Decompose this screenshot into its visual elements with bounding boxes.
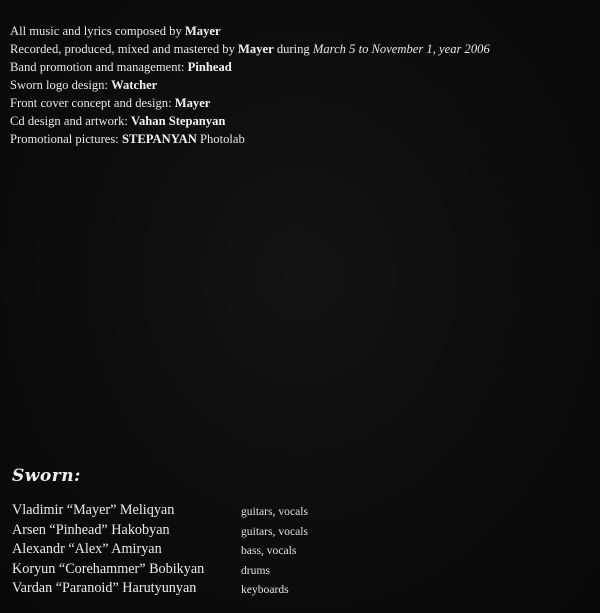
member-row <box>12 560 412 580</box>
credit-line <box>10 40 490 58</box>
credit-date: March 5 to November 1, year 2006 <box>312 42 490 56</box>
credit-name: Mayer <box>174 96 211 110</box>
band-member-list <box>12 501 412 599</box>
member-row <box>12 501 412 521</box>
credit-name: Vahan Stepanyan <box>131 114 226 128</box>
credit-text: Recorded, produced, mixed and mastered by <box>10 42 239 56</box>
credit-name: Mayer <box>238 42 274 56</box>
member-name: Vladimir “Mayer” Meliqyan <box>12 502 175 518</box>
credit-text: Photolab <box>196 132 245 146</box>
member-row <box>12 540 412 560</box>
member-name: Vardan “Paranoid” Harutyunyan <box>12 580 197 596</box>
member-role: drums <box>241 563 270 577</box>
credit-line <box>10 58 490 76</box>
credit-line <box>10 94 490 112</box>
credit-text: Front cover concept and design: <box>10 96 175 110</box>
member-name: Arsen “Pinhead” Hakobyan <box>12 521 170 538</box>
credit-name: STEPANYAN <box>121 132 197 146</box>
credit-text: Sworn logo design: <box>10 78 112 92</box>
member-row <box>12 521 412 541</box>
member-name: Alexandr “Alex” Amiryan <box>12 541 162 557</box>
band-name-heading: Sworn: <box>12 466 81 486</box>
credit-line <box>10 22 490 40</box>
member-name: Koryun “Corehammer” Bobikyan <box>12 560 205 577</box>
credit-text: Band promotion and management: <box>10 60 188 74</box>
credits-block <box>10 22 490 148</box>
credit-text: during <box>273 42 313 56</box>
member-row <box>12 579 412 599</box>
credit-text: All music and lyrics composed by <box>10 24 185 38</box>
credit-line <box>10 112 490 130</box>
member-role: guitars, vocals <box>241 505 308 518</box>
credit-text: Promotional pictures: <box>10 132 122 146</box>
credit-name: Mayer <box>184 24 221 38</box>
member-role: keyboards <box>241 583 289 596</box>
credit-name: Pinhead <box>187 60 232 74</box>
member-role: guitars, vocals <box>241 524 308 538</box>
credit-name: Watcher <box>111 78 158 92</box>
credit-line <box>10 76 490 94</box>
member-role: bass, vocals <box>241 544 297 557</box>
credit-text: Cd design and artwork: <box>10 114 132 128</box>
credit-line <box>10 130 490 148</box>
